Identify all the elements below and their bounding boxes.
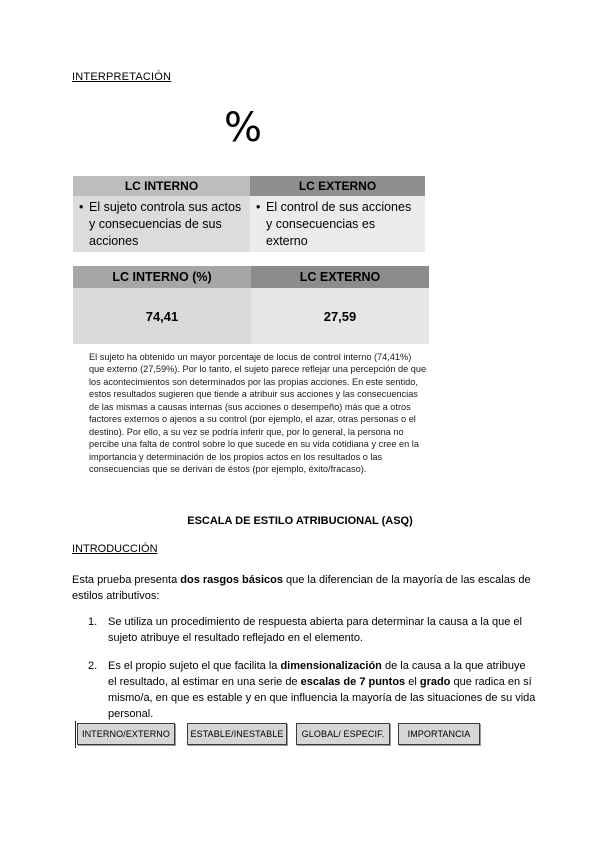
header-lc-interno-pct: LC INTERNO (%) [73,266,251,288]
attribution-dimensions-bar [72,721,492,748]
value-lc-interno: 74,41 [73,288,251,344]
table-row [73,288,429,344]
list-number: 1. [88,616,98,628]
list-text-bold: dimensionalización [280,660,382,672]
header-lc-interno: LC INTERNO [73,176,250,196]
interpretation-paragraph: El sujeto ha obtenido un mayor porcentaje de locus de control interno (74,41%) que externo (27,59%). Por lo tanto, el sujeto parece reflejar una percepción de que los acontecimientos son determinados por las propias acciones. En este sentido, estos resultados sugieren que tiende a atribuir sus acciones y las consecuencias de las mismas a causas internas (sus acciones o desempeño) más que a otros factores externos o ajenos a su control (por ejemplo, el azar, otras personas o el destino). Por ello, a su vez se podría inferir que, por lo general, la persona no percibe una falta de control sobre lo que sucede en su vida cotidiana y cree en la importancia y determinación de los propios actos en los resultados o las consecuencias que se derivan de éstos (por ejemplo, éxito/fracaso). [89,352,427,475]
cell-text: El control de sus acciones y consecuencias es externo [266,200,412,248]
list-item [88,658,536,722]
bullet-icon: • [79,200,84,214]
list-text-part: de la causa a la que atribuye el resultado, al estimar en una serie de [108,660,526,688]
cell-text: El sujeto controla sus actos y consecuencias de sus acciones [89,200,242,248]
locus-percentage-table [73,266,429,344]
list-number: 2. [88,660,98,672]
percent-symbol: % [224,105,263,151]
list-text-part: que radica en sí mismo/a, en que es estable y en que influencia la mayoría de las situaciones de su vida personal. [108,676,536,720]
asq-title: ESCALA DE ESTILO ATRIBUCIONAL (ASQ) [187,515,413,527]
cell-externo-description [250,196,425,252]
list-text-part: el [405,676,420,688]
table-header-row [73,176,425,196]
bullet-icon: • [256,200,261,214]
intro-text-bold: dos rasgos básicos [180,574,283,586]
list-text [108,658,536,722]
list-item [88,614,536,646]
intro-text-before: Esta prueba presenta [72,574,181,586]
dimension-interno-externo: INTERNO/EXTERNO [77,723,175,745]
header-lc-externo: LC EXTERNO [251,266,429,288]
cell-interno-description [73,196,250,252]
list-text-bold: escalas de 7 puntos [300,676,406,688]
dimension-importancia: IMPORTANCIA [398,723,480,745]
introduccion-heading: INTRODUCCIÓN [72,543,158,555]
intro-paragraph [72,572,542,604]
dimension-global-especif: GLOBAL/ ESPECIF. [296,723,390,745]
interpretacion-heading: INTERPRETACIÓN [72,71,172,83]
locus-description-table [73,176,425,252]
divider [75,721,76,748]
table-row [73,196,425,252]
list-text: Se utiliza un procedimiento de respuesta abierta para determinar la causa a la que el sujeto atribuye el resultado reflejado en el elemento. [108,616,522,644]
table-header-row [73,266,429,288]
header-lc-externo: LC EXTERNO [250,176,425,196]
list-text-bold: grado [419,676,451,688]
list-text-part: Es el propio sujeto el que facilita la [108,660,281,672]
dimension-estable-inestable: ESTABLE/INESTABLE [187,723,287,745]
intro-text-after: que la diferencian de la mayoría de las escalas de estilos atributivos: [72,574,531,602]
value-lc-externo: 27,59 [251,288,429,344]
